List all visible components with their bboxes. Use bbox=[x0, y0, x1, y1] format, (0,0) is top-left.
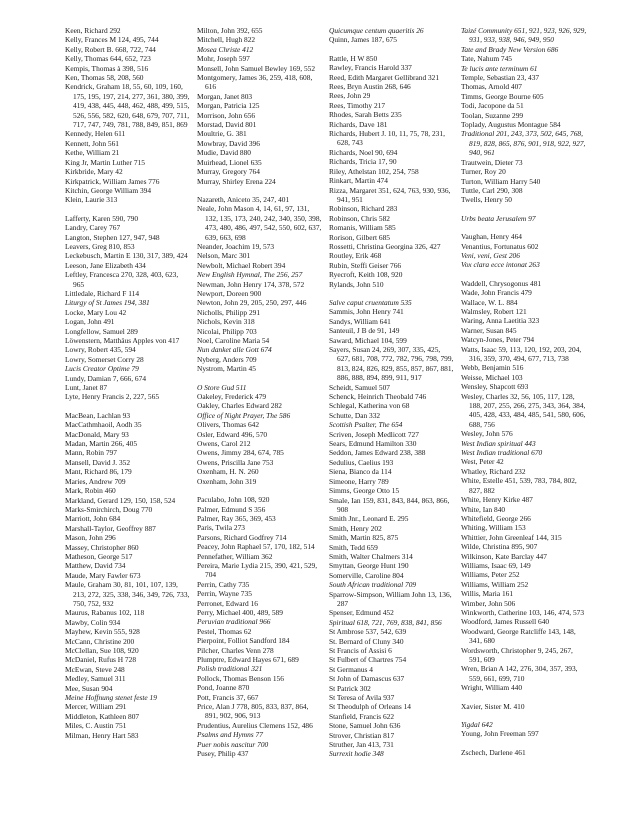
index-entry: Whitefield, George 266 bbox=[461, 513, 531, 523]
index-entry: Weisse, Michael 103 bbox=[461, 372, 523, 382]
index-entry: Maule, Graham 30, 81, 101, 107, 139, 213, 272, 325, 338, 346, 349, 726, 733, 750, 752, 932 bbox=[65, 580, 190, 608]
index-entry: Lafferty, Karen 590, 790 bbox=[65, 213, 139, 223]
index-entry: Moultrie, G. 381 bbox=[197, 129, 247, 139]
index-entry: Rorison, Gilbert 685 bbox=[329, 232, 390, 242]
index-entry: South African traditional 709 bbox=[329, 580, 417, 590]
index-entry: St Fulbert of Chartres 754 bbox=[329, 655, 407, 665]
index-entry: Venantius, Fortunatus 602 bbox=[461, 241, 539, 251]
index-entry: Turner, Roy 20 bbox=[461, 167, 506, 177]
index-entry: Medley, Samuel 311 bbox=[65, 674, 126, 684]
index-entry: Wimber, John 506 bbox=[461, 598, 516, 608]
index-entry: Vaughan, Henry 464 bbox=[461, 232, 522, 242]
index-entry: Kelly, Robert B. 668, 722, 744 bbox=[65, 44, 156, 54]
index-entry: Madan, Martin 266, 405 bbox=[65, 439, 138, 449]
index-entry: St Teresa of Avila 937 bbox=[329, 693, 395, 703]
index-entry: Pestel, Thomas 62 bbox=[197, 626, 252, 636]
index-entry: Lowry, Robert 435, 594 bbox=[65, 345, 136, 355]
index-entry: Perry, Michael 400, 489, 589 bbox=[197, 607, 283, 617]
index-entry: Richards, Hubert J. 10, 11, 75, 78, 231, 628, 743 bbox=[329, 129, 445, 148]
index-entry: Pond, Joanne 870 bbox=[197, 683, 250, 693]
index-entry: Pusey, Philip 437 bbox=[197, 749, 249, 759]
index-entry: West Indian traditional 670 bbox=[461, 448, 543, 458]
index-entry: Willis, Maria 161 bbox=[461, 589, 514, 599]
index-column-1 bbox=[65, 26, 191, 740]
index-entry: Maurus, Rabanus 102, 118 bbox=[65, 608, 145, 618]
index-entry: Strover, Christian 817 bbox=[329, 730, 395, 740]
index-entry: Newman, John Henry 174, 378, 572 bbox=[197, 279, 305, 289]
index-entry: Rattle, H W 850 bbox=[329, 53, 378, 63]
index-entry: Nun danket alle Gott 674 bbox=[197, 345, 272, 355]
index-entry: St Theodulph of Orleans 14 bbox=[329, 702, 411, 712]
index-entry: King Jr, Martin Luther 715 bbox=[65, 157, 145, 167]
index-entry: St Germanus 4 bbox=[329, 664, 373, 674]
index-entry: Parsons, Richard Godfrey 714 bbox=[197, 532, 287, 542]
index-entry: Xavier, Sister M. 410 bbox=[461, 701, 525, 711]
index-entry: Schlegal, Katherina von 68 bbox=[329, 401, 410, 411]
index-entry: Mitchell, Hugh 822 bbox=[197, 35, 256, 45]
index-entry: Lundy, Damian 7, 666, 674 bbox=[65, 373, 147, 383]
index-entry: Smith, Walter Chalmers 314 bbox=[329, 551, 413, 561]
index-entry: Locke, Mary Lou 42 bbox=[65, 307, 127, 317]
index-entry: Pollock, Thomas Benson 156 bbox=[197, 673, 284, 683]
index-entry: Smyttan, George Hunt 190 bbox=[329, 561, 409, 571]
index-entry: Timms, George Bourne 605 bbox=[461, 91, 544, 101]
index-entry: Quicumque centum quaeritis 26 bbox=[329, 26, 424, 35]
index-entry: Oxenham, John 319 bbox=[197, 476, 257, 486]
index-entry: Wesley, Charles 32, 56, 105, 117, 128, 188, 207, 255, 266, 275, 343, 364, 384, 405, 428, 433, 484, 485, 541, 580, 606, 688, 756 bbox=[461, 391, 586, 429]
index-entry: Olivers, Thomas 642 bbox=[197, 420, 260, 430]
letter-group-gap bbox=[65, 402, 191, 411]
letter-group-gap bbox=[197, 486, 323, 495]
index-entry: Kennedy, Helen 611 bbox=[65, 129, 126, 139]
index-entry: Surrexit hodie 348 bbox=[329, 749, 384, 759]
index-entry: Kethe, William 21 bbox=[65, 148, 120, 158]
index-entry: Somerville, Caroline 804 bbox=[329, 570, 404, 580]
index-entry: Liturgy of St James 194, 381 bbox=[65, 298, 150, 308]
index-entry: Wallace, W. L. 884 bbox=[461, 297, 518, 307]
index-entry: Pilcher, Charles Venn 278 bbox=[197, 645, 274, 655]
index-entry: Waddell, Chrysogonus 481 bbox=[461, 278, 542, 288]
index-entry: Muirhead, Lionel 635 bbox=[197, 157, 262, 167]
index-entry: Toplady, Augustus Montague 584 bbox=[461, 120, 561, 130]
index-entry: Newport, Doreen 900 bbox=[197, 288, 262, 298]
index-entry: Office of Night Prayer, The 586 bbox=[197, 410, 291, 420]
index-column-4 bbox=[461, 26, 587, 757]
index-entry: Logan, John 491 bbox=[65, 317, 115, 327]
index-entry: Waring, Anna Laetitia 323 bbox=[461, 316, 540, 326]
letter-group-gap bbox=[65, 205, 191, 214]
index-entry: Palmer, Ray 365, 369, 453 bbox=[197, 513, 276, 523]
index-entry: Routley, Erik 468 bbox=[329, 251, 382, 261]
index-entry: MacDonald, Mary 93 bbox=[65, 429, 129, 439]
index-entry: Kennett, John 561 bbox=[65, 138, 119, 148]
index-entry: Milton, John 392, 655 bbox=[197, 26, 263, 35]
index-entry: Mudie, David 880 bbox=[197, 148, 251, 158]
index-entry: Riley, Athelstan 102, 254, 758 bbox=[329, 166, 419, 176]
index-entry: McEwan, Steve 248 bbox=[65, 664, 125, 674]
index-entry: Middleton, Kathleen 807 bbox=[65, 711, 140, 721]
index-entry: Matthew, David 734 bbox=[65, 561, 126, 571]
index-entry: West Indian spiritual 443 bbox=[461, 438, 536, 448]
index-entry: Watts, Isaac 59, 113, 120, 192, 203, 204, 316, 359, 370, 494, 677, 713, 738 bbox=[461, 344, 582, 363]
index-entry: Watcyn-Jones, Peter 794 bbox=[461, 335, 535, 345]
index-entry: Whiting, William 153 bbox=[461, 523, 526, 533]
index-entry: Kitchin, George William 394 bbox=[65, 185, 152, 195]
index-entry: Klein, Laurie 313 bbox=[65, 195, 118, 205]
index-entry: Murray, Gregory 764 bbox=[197, 167, 260, 177]
index-entry: Morrison, John 656 bbox=[197, 110, 256, 120]
index-entry: Kirkbride, Mary 42 bbox=[65, 167, 123, 177]
index-entry: Peacey, John Raphael 57, 170, 182, 514 bbox=[197, 542, 315, 552]
index-entry: Morgan, Patricia 125 bbox=[197, 101, 260, 111]
index-entry: Kendrick, Graham 18, 55, 60, 109, 160, 175, 195, 197, 214, 277, 361, 380, 399, 419, 438, 445, 448, 462, 488, 499, 515, 526, 556, 582, 620, 648, 679, 707, 711, 717, 747, 749, 781, 788, 849, 851, 869 bbox=[65, 82, 190, 130]
index-entry: St Francis of Assisi 6 bbox=[329, 646, 392, 655]
index-entry: Whatley, Richard 232 bbox=[461, 466, 526, 476]
index-entry: Wesley, John 576 bbox=[461, 429, 513, 439]
index-entry: Smale, Ian 159, 831, 843, 844, 863, 866, 908 bbox=[329, 495, 450, 514]
index-entry: Sparrow-Simpson, William John 13, 136, 287 bbox=[329, 589, 452, 608]
index-entry: Thomas, Arnold 407 bbox=[461, 82, 522, 92]
index-entry: Richards, Tricia 17, 90 bbox=[329, 157, 397, 167]
index-entry: Pereira, Marie Lydia 215, 390, 421, 529, 704 bbox=[197, 560, 318, 580]
index-entry: Oakley, Charles Edward 282 bbox=[197, 401, 282, 411]
index-entry: Ken, Thomas 58, 208, 560 bbox=[65, 73, 144, 83]
index-entry: Woodward, George Ratcliffe 143, 148, 341, 680 bbox=[461, 626, 576, 646]
index-entry: Palmer, Edmund S 356 bbox=[197, 504, 266, 514]
index-entry: Meine Hoffnung stenet feste 19 bbox=[65, 693, 157, 703]
index-entry: Perrin, Cathy 735 bbox=[197, 579, 250, 589]
index-entry: Rees, Bryn Austin 268, 646 bbox=[329, 82, 411, 92]
index-entry: West, Peter 42 bbox=[461, 457, 504, 467]
index-entry: Trautwein, Dieter 73 bbox=[461, 157, 523, 167]
index-entry: Mark, Robin 460 bbox=[65, 486, 116, 496]
index-entry: Polish traditional 321 bbox=[197, 664, 263, 674]
index-entry: Williams, William 252 bbox=[461, 579, 529, 589]
letter-group-gap bbox=[329, 45, 455, 54]
index-entry: Stanfield, Francis 622 bbox=[329, 711, 395, 721]
index-entry: McDaniel, Rufus H 728 bbox=[65, 655, 137, 665]
index-entry: Maries, Andrew 709 bbox=[65, 476, 126, 486]
index-entry: St Ambrose 537, 542, 639 bbox=[329, 627, 407, 637]
index-entry: Lyte, Henry Francis 2, 227, 565 bbox=[65, 392, 160, 402]
index-entry: Newton, John 29, 205, 250, 297, 446 bbox=[197, 298, 307, 308]
index-entry: Mansell, David J. 352 bbox=[65, 457, 131, 467]
index-entry: Rees, John 29 bbox=[329, 91, 371, 101]
index-entry: Mohr, Joseph 597 bbox=[197, 54, 250, 64]
index-entry: Massey, Christopher 860 bbox=[65, 542, 139, 552]
index-entry: McCann, Christine 200 bbox=[65, 636, 135, 646]
index-entry: Richards, Dave 181 bbox=[329, 119, 388, 129]
index-entry: Reed, Edith Margaret Gellibrand 321 bbox=[329, 72, 440, 82]
index-entry: Tate and Brady New Version 686 bbox=[461, 44, 559, 54]
index-entry: Simeone, Harry 789 bbox=[329, 476, 389, 486]
index-entry: Owens, Priscilla Jane 753 bbox=[197, 457, 274, 467]
index-entry: Nichols, Kevin 318 bbox=[197, 317, 255, 327]
index-entry: Rinkart, Martin 474 bbox=[329, 176, 388, 186]
index-entry: Simms, George Otto 15 bbox=[329, 486, 400, 496]
index-entry: Puer nobis nascitur 700 bbox=[197, 739, 269, 749]
index-entry: Richards, Noel 90, 694 bbox=[329, 147, 398, 157]
index-entry: Nicholls, Philipp 291 bbox=[197, 307, 261, 317]
index-entry: Leftley, Francesca 270, 328, 403, 623, 965 bbox=[65, 270, 179, 289]
index-entry: Sammis, John Henry 741 bbox=[329, 307, 404, 317]
index-entry: Paculabo, John 108, 920 bbox=[197, 495, 270, 505]
index-entry: Lowry, Somerset Corry 28 bbox=[65, 354, 144, 364]
index-entry: Schenck, Heinrich Theobald 746 bbox=[329, 392, 427, 402]
index-entry: Marks-Smirchirch, Doug 770 bbox=[65, 504, 153, 514]
index-entry: Turton, William Harry 540 bbox=[461, 176, 541, 186]
index-entry: Smith, Henry 202 bbox=[329, 523, 382, 533]
index-entry: Sears, Edmund Hamilton 330 bbox=[329, 439, 417, 449]
index-entry: Warner, Susan 845 bbox=[461, 325, 517, 335]
index-entry: Marriott, John 684 bbox=[65, 514, 121, 524]
index-entry: Tuttle, Carl 290, 308 bbox=[461, 185, 523, 195]
index-column-3 bbox=[329, 26, 455, 759]
index-entry: Rawley, Francis Harold 337 bbox=[329, 63, 412, 73]
index-entry: Löwenstern, Matthäus Apples von 417 bbox=[65, 336, 180, 345]
index-entry: Woodford, James Russell 640 bbox=[461, 617, 550, 627]
index-entry: Maude, Mary Fawler 673 bbox=[65, 570, 141, 580]
letter-group-gap bbox=[461, 205, 587, 214]
index-entry: Mercer, William 291 bbox=[65, 702, 127, 712]
index-entry: Murray, Shirley Erena 224 bbox=[197, 176, 276, 186]
index-entry: Lucis Creator Optime 79 bbox=[65, 364, 139, 374]
index-entry: Nystrom, Martin 45 bbox=[197, 364, 256, 374]
index-entry: Perrin, Wayne 735 bbox=[197, 589, 252, 599]
index-entry: Tate, Nahum 745 bbox=[461, 54, 512, 64]
index-entry: Peruvian traditional 966 bbox=[197, 617, 271, 627]
index-entry: Todi, Jacopone da 51 bbox=[461, 101, 524, 111]
index-entry: MacBean, Lachlan 93 bbox=[65, 410, 131, 420]
index-entry: Kirkpatrick, William James 776 bbox=[65, 176, 160, 186]
index-entry: Siena, Bianco da 114 bbox=[329, 467, 392, 477]
index-entry: Miles, C. Austin 751 bbox=[65, 721, 127, 731]
index-entry: Perronet, Edward 16 bbox=[197, 598, 258, 608]
index-entry: Wright, William 440 bbox=[461, 683, 523, 693]
index-entry: Prudentius, Aurelius Clemens 152, 486 bbox=[197, 720, 313, 730]
index-entry: White, Ian 840 bbox=[461, 504, 506, 514]
index-entry: Traditional 201, 243, 373, 502, 645, 768, 819, 828, 865, 876, 901, 918, 922, 927, 940, 961 bbox=[461, 129, 586, 158]
index-entry: Pennefather, William 362 bbox=[197, 551, 273, 561]
index-entry: Whittier, John Greenleaf 144, 315 bbox=[461, 532, 562, 542]
index-entry: Lunt, Janet 87 bbox=[65, 383, 108, 393]
index-entry: Nyberg, Anders 709 bbox=[197, 354, 257, 364]
index-entry: Neander, Joachim 19, 573 bbox=[197, 241, 275, 251]
index-entry: Seddon, James Edward 238, 388 bbox=[329, 448, 426, 458]
index-entry: Mosea Christe 412 bbox=[197, 44, 254, 54]
index-entry: Newbolt, Michael Robert 394 bbox=[197, 260, 286, 270]
index-entry: Rizza, Margaret 351, 624, 763, 930, 936, 941, 951 bbox=[329, 185, 451, 204]
index-entry: Wilkinson, Kate Barclay 447 bbox=[461, 551, 547, 561]
index-entry: Mee, Susan 904 bbox=[65, 683, 113, 693]
index-entry: Neale, John Mason 4, 14, 61, 97, 131, 132, 135, 173, 240, 242, 340, 350, 398, 473, 480, 486, 497, 542, 550, 602, 637, 639, 663, 698 bbox=[197, 204, 322, 242]
index-column-2 bbox=[197, 26, 323, 758]
index-entry: Mant, Richard 86, 179 bbox=[65, 467, 132, 477]
index-entry: Marshall-Taylor, Geoffrey 887 bbox=[65, 523, 156, 533]
index-entry: Robinson, Richard 283 bbox=[329, 204, 398, 214]
index-entry: Owens, Jimmy 284, 674, 785 bbox=[197, 448, 284, 458]
index-entry: Landry, Carey 767 bbox=[65, 223, 121, 233]
index-entry: Urbs beata Jerusalem 97 bbox=[461, 213, 536, 223]
index-entry: Morgan, Janet 803 bbox=[197, 91, 253, 101]
index-entry: Schutte, Dan 332 bbox=[329, 410, 381, 420]
index-entry: Pott, Francis 37, 667 bbox=[197, 692, 259, 702]
index-entry: Markland, Gerard 129, 150, 158, 524 bbox=[65, 495, 176, 505]
index-entry: Saward, Michael 104, 599 bbox=[329, 335, 407, 345]
index-entry: St. Bernard of Cluny 340 bbox=[329, 636, 404, 646]
index-entry: Psalms and Hymns 77 bbox=[197, 730, 263, 740]
index-entry: Wensley, Shapcott 693 bbox=[461, 382, 529, 392]
index-entry: Toolan, Suzanne 299 bbox=[461, 110, 524, 120]
letter-group-gap bbox=[461, 223, 587, 232]
index-entry: O Store Gud 511 bbox=[197, 382, 247, 392]
index-entry: Nazareth, Aniceto 35, 247, 401 bbox=[197, 194, 290, 204]
index-entry: MacCathmhaoil, Aodh 35 bbox=[65, 420, 142, 430]
index-entry: Mason, John 296 bbox=[65, 533, 116, 543]
letter-group-gap bbox=[461, 739, 587, 748]
index-entry: Temple, Sebastian 23, 437 bbox=[461, 73, 540, 83]
index-entry: Zschech, Darlene 461 bbox=[461, 747, 526, 757]
index-entry: Plumptre, Edward Hayes 671, 689 bbox=[197, 655, 299, 664]
index-entry: Williams, Peter 252 bbox=[461, 570, 520, 580]
index-entry: Ryecroft, Keith 108, 920 bbox=[329, 270, 403, 280]
index-entry: Sayers, Susan 24, 269, 307, 335, 425, 627, 681, 708, 772, 782, 796, 798, 799, 813, 824, 826, 829, 855, 857, 867, 881, 886, 888, 894, 899, 911, 917 bbox=[329, 345, 454, 383]
index-entry: Mayhew, Kevin 555, 928 bbox=[65, 627, 140, 637]
index-entry: Paris, Twila 273 bbox=[197, 523, 245, 533]
index-entry: Stone, Samuel John 636 bbox=[329, 721, 401, 731]
index-entry: Rubin, Steffi Geiser 766 bbox=[329, 260, 402, 270]
index-entry: Smith, Martin 825, 875 bbox=[329, 533, 399, 543]
index-entry: Smith, Tedd 659 bbox=[329, 542, 378, 552]
index-entry: Leeson, Jane Elizabeth 434 bbox=[65, 260, 146, 270]
index-entry: Taizé Community 651, 921, 923, 926, 929, 931, 933, 938, 946, 949, 950 bbox=[461, 26, 587, 45]
index-entry: Keen, Richard 292 bbox=[65, 26, 121, 35]
index-entry: Kelly, Thomas 644, 652, 723 bbox=[65, 54, 151, 64]
index-entry: Wren, Brian A 142, 276, 304, 357, 393, 559, 661, 699, 710 bbox=[461, 664, 578, 683]
index-entry: Longfellow, Samuel 289 bbox=[65, 326, 138, 336]
index-entry: Monsell, John Samuel Bewley 169, 552 bbox=[197, 63, 316, 73]
index-entry: Walmsley, Robert 121 bbox=[461, 306, 527, 316]
index-entry: Leckebusch, Martin E 130, 317, 389, 424 bbox=[65, 251, 188, 261]
index-entry: Montgomery, James 36, 259, 418, 608, 616 bbox=[197, 73, 313, 92]
index-entry: Mann, Robin 797 bbox=[65, 448, 117, 458]
index-entry: Robinson, Chris 582 bbox=[329, 213, 390, 223]
index-entry: Wade, John Francis 479 bbox=[461, 288, 532, 298]
index-entry: Sandys, William 641 bbox=[329, 316, 391, 326]
index-entry: Rees, Timothy 217 bbox=[329, 100, 386, 110]
index-entry: Webb, Benjamin 516 bbox=[461, 363, 524, 373]
letter-group-gap bbox=[329, 289, 455, 298]
index-entry: New English Hymnal, The 256, 257 bbox=[197, 270, 303, 280]
index-entry: Morstad, David 801 bbox=[197, 120, 257, 130]
index-entry: Milman, Henry Hart 583 bbox=[65, 730, 139, 740]
index-entry: Kempis, Thomas à 398, 516 bbox=[65, 63, 149, 73]
index-entry: Mawby, Colin 934 bbox=[65, 617, 121, 627]
letter-group-gap bbox=[461, 711, 587, 720]
index-entry: McClellan, Sue 108, 920 bbox=[65, 646, 139, 655]
index-entry: Rylands, John 510 bbox=[329, 279, 384, 289]
index-entry: Kelly, Frances M 124, 495, 744 bbox=[65, 35, 159, 45]
index-entry: Quinn, James 187, 675 bbox=[329, 35, 397, 45]
index-entry: Noel, Caroline Maria 54 bbox=[197, 336, 270, 345]
index-entry: St John of Damascus 637 bbox=[329, 674, 405, 684]
index-entry: Osler, Edward 496, 570 bbox=[197, 429, 268, 439]
index-entry: Rossetti, Christina Georgina 326, 427 bbox=[329, 241, 441, 251]
index-entry: Spiritual 618, 721, 769, 838, 841, 856 bbox=[329, 617, 442, 627]
index-entry: White, Henry Kirke 487 bbox=[461, 495, 533, 505]
index-entry: Oakeley, Frederick 479 bbox=[197, 392, 267, 402]
letter-group-gap bbox=[461, 270, 587, 279]
index-entry: Young, John Freeman 597 bbox=[461, 729, 539, 739]
index-entry: Spenser, Edmund 452 bbox=[329, 608, 394, 618]
index-entry: Rhodes, Sarah Betts 235 bbox=[329, 110, 402, 120]
index-entry: Veni, veni, Gest 206 bbox=[461, 250, 520, 260]
index-entry: Smith Jnr., Leonard E. 295 bbox=[329, 514, 409, 524]
index-entry: Struther, Jan 413, 731 bbox=[329, 740, 394, 750]
index-entry: Matheson, George 517 bbox=[65, 551, 133, 561]
index-entry: White, Estelle 451, 539, 783, 784, 802, 827, 882 bbox=[461, 476, 577, 495]
index-entry: Vox clara ecce intonat 263 bbox=[461, 260, 540, 270]
index-entry: Scheidt, Samuel 507 bbox=[329, 382, 390, 392]
index-entry: Nelson, Marc 301 bbox=[197, 251, 251, 261]
index-entry: Winkworth, Catherine 103, 146, 474, 573 bbox=[461, 607, 585, 617]
index-entry: Langton, Stephen 127, 947, 948 bbox=[65, 232, 160, 242]
index-entry: St Patrick 302 bbox=[329, 683, 371, 693]
index-entry: Owens, Carol 212 bbox=[197, 439, 251, 449]
index-entry: Oxenham, H. N. 260 bbox=[197, 467, 259, 477]
index-entry: Te lucis ante terminum 61 bbox=[461, 63, 538, 73]
index-entry: Mowbray, David 396 bbox=[197, 138, 260, 148]
index-entry: Pierpoint, Folliot Sandford 184 bbox=[197, 636, 290, 646]
index-entry: Twells, Henry 50 bbox=[461, 195, 513, 205]
letter-group-gap bbox=[197, 374, 323, 383]
index-entry: Romanis, William 585 bbox=[329, 223, 396, 233]
letter-group-gap bbox=[197, 186, 323, 195]
index-entry: Salve caput cruentatum 535 bbox=[329, 297, 412, 307]
index-entry: Wilde, Christina 895, 907 bbox=[461, 542, 538, 552]
letter-group-gap bbox=[461, 693, 587, 702]
index-entry: Wordsworth, Christopher 9, 245, 267, 591, 609 bbox=[461, 645, 573, 664]
index-entry: Williams, Isaac 69, 149 bbox=[461, 560, 531, 570]
index-entry: Sedulius, Caelius 193 bbox=[329, 457, 394, 467]
index-entry: Santeuil, J B de 91, 149 bbox=[329, 326, 400, 336]
index-entry: Littledale, Richard F 114 bbox=[65, 288, 140, 298]
index-entry: Leavers, Greg 810, 853 bbox=[65, 241, 135, 251]
index-entry: Scriven, Joseph Medlicott 727 bbox=[329, 429, 419, 439]
index-entry: Yigdal 642 bbox=[461, 720, 493, 730]
index-entry: Scottish Psalter, The 654 bbox=[329, 420, 403, 430]
index-entry: Nicolai, Philipp 703 bbox=[197, 326, 257, 336]
index-entry: Price, Alan J 778, 805, 833, 837, 864, 891, 902, 906, 913 bbox=[197, 702, 309, 721]
